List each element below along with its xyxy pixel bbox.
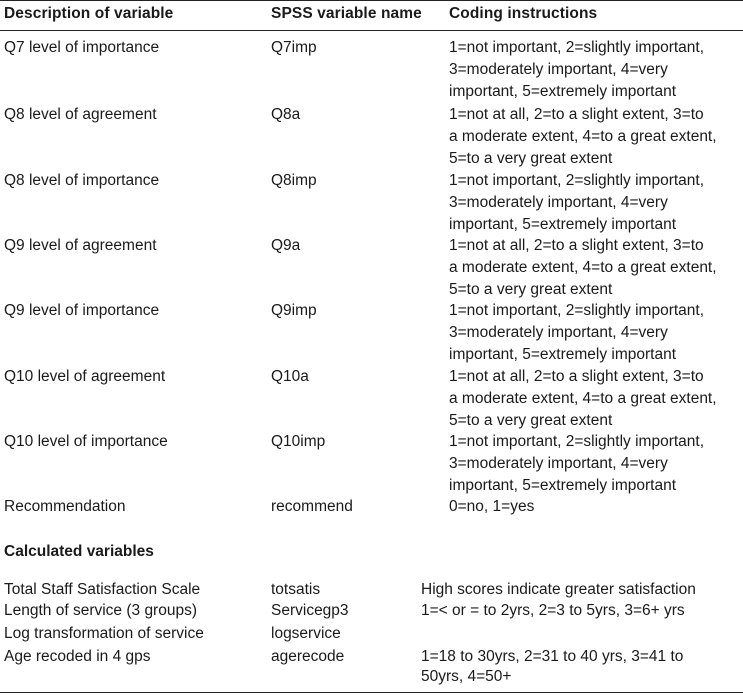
header-spss-name: SPSS variable name bbox=[271, 5, 422, 22]
coding-line: important, 5=extremely important bbox=[449, 83, 676, 100]
coding-line: 3=moderately important, 4=very bbox=[449, 61, 668, 78]
row-description: Q9 level of agreement bbox=[4, 237, 157, 254]
coding-line: a moderate extent, 4=to a great extent, bbox=[449, 390, 717, 407]
row-description: Recommendation bbox=[4, 498, 126, 515]
row-coding bbox=[449, 366, 741, 432]
row-spss-name: Q7imp bbox=[271, 39, 317, 56]
coding-line: a moderate extent, 4=to a great extent, bbox=[449, 128, 717, 145]
coding-line: 1=not important, 2=slightly important, bbox=[449, 433, 705, 450]
row-description: Q8 level of agreement bbox=[4, 106, 157, 123]
row-spss-name: Q10imp bbox=[271, 433, 326, 450]
row-coding bbox=[449, 300, 741, 366]
row-spss-name: Q9a bbox=[271, 237, 301, 254]
calc-spss-name: logservice bbox=[271, 625, 341, 642]
coding-line: important, 5=extremely important bbox=[449, 477, 676, 494]
coding-line: 1=not important, 2=slightly important, bbox=[449, 172, 705, 189]
calc-coding bbox=[421, 580, 741, 600]
coding-line: 5=to a very great extent bbox=[449, 412, 613, 429]
coding-line: a moderate extent, 4=to a great extent, bbox=[449, 259, 717, 276]
row-spss-name: Q8imp bbox=[271, 172, 317, 189]
row-spss-name: Q9imp bbox=[271, 302, 317, 319]
coding-line: 1=not important, 2=slightly important, bbox=[449, 302, 705, 319]
coding-line: 1=not at all, 2=to a slight extent, 3=to bbox=[449, 106, 704, 123]
table-header-rule bbox=[0, 30, 743, 31]
coding-line: 1=18 to 30yrs, 2=31 to 40 yrs, 3=41 to bbox=[421, 648, 684, 665]
row-description: Q7 level of importance bbox=[4, 39, 160, 56]
calc-description: Log transformation of service bbox=[4, 625, 204, 642]
row-description: Q9 level of importance bbox=[4, 302, 160, 319]
coding-line: High scores indicate greater satisfaction bbox=[421, 581, 696, 598]
header-description: Description of variable bbox=[4, 5, 174, 22]
calc-coding bbox=[421, 601, 741, 621]
coding-line: 1=not at all, 2=to a slight extent, 3=to bbox=[449, 368, 704, 385]
coding-line: 3=moderately important, 4=very bbox=[449, 324, 668, 341]
calc-description: Length of service (3 groups) bbox=[4, 602, 197, 619]
table-bottom-rule bbox=[0, 692, 743, 693]
coding-line: 5=to a very great extent bbox=[449, 150, 613, 167]
coding-line: important, 5=extremely important bbox=[449, 346, 676, 363]
row-coding bbox=[449, 170, 741, 236]
table-top-rule bbox=[0, 0, 743, 1]
calc-spss-name: totsatis bbox=[271, 581, 321, 598]
calc-description: Total Staff Satisfaction Scale bbox=[4, 581, 201, 598]
calc-description: Age recoded in 4 gps bbox=[4, 648, 151, 665]
row-coding bbox=[449, 235, 741, 301]
row-coding bbox=[449, 104, 741, 170]
coding-line: 5=to a very great extent bbox=[449, 281, 613, 298]
coding-line: 1=< or = to 2yrs, 2=3 to 5yrs, 3=6+ yrs bbox=[421, 602, 685, 619]
row-coding bbox=[449, 431, 741, 497]
row-spss-name: Q8a bbox=[271, 106, 301, 123]
calc-coding bbox=[421, 647, 741, 687]
row-coding bbox=[449, 37, 741, 103]
coding-line: important, 5=extremely important bbox=[449, 216, 676, 233]
row-coding bbox=[449, 496, 741, 518]
coding-line: 3=moderately important, 4=very bbox=[449, 455, 668, 472]
coding-line: 1=not important, 2=slightly important, bbox=[449, 39, 705, 56]
header-coding: Coding instructions bbox=[449, 5, 598, 22]
coding-line: 1=not at all, 2=to a slight extent, 3=to bbox=[449, 237, 704, 254]
calc-spss-name: Servicegp3 bbox=[271, 602, 349, 619]
coding-line: 3=moderately important, 4=very bbox=[449, 194, 668, 211]
coding-line: 50yrs, 4=50+ bbox=[421, 668, 512, 685]
row-description: Q8 level of importance bbox=[4, 172, 160, 189]
row-spss-name: Q10a bbox=[271, 368, 309, 385]
coding-line: 0=no, 1=yes bbox=[449, 498, 535, 515]
row-description: Q10 level of importance bbox=[4, 433, 168, 450]
row-spss-name: recommend bbox=[271, 498, 353, 515]
calculated-variables-title: Calculated variables bbox=[4, 543, 154, 560]
calc-spss-name: agerecode bbox=[271, 648, 345, 665]
row-description: Q10 level of agreement bbox=[4, 368, 166, 385]
